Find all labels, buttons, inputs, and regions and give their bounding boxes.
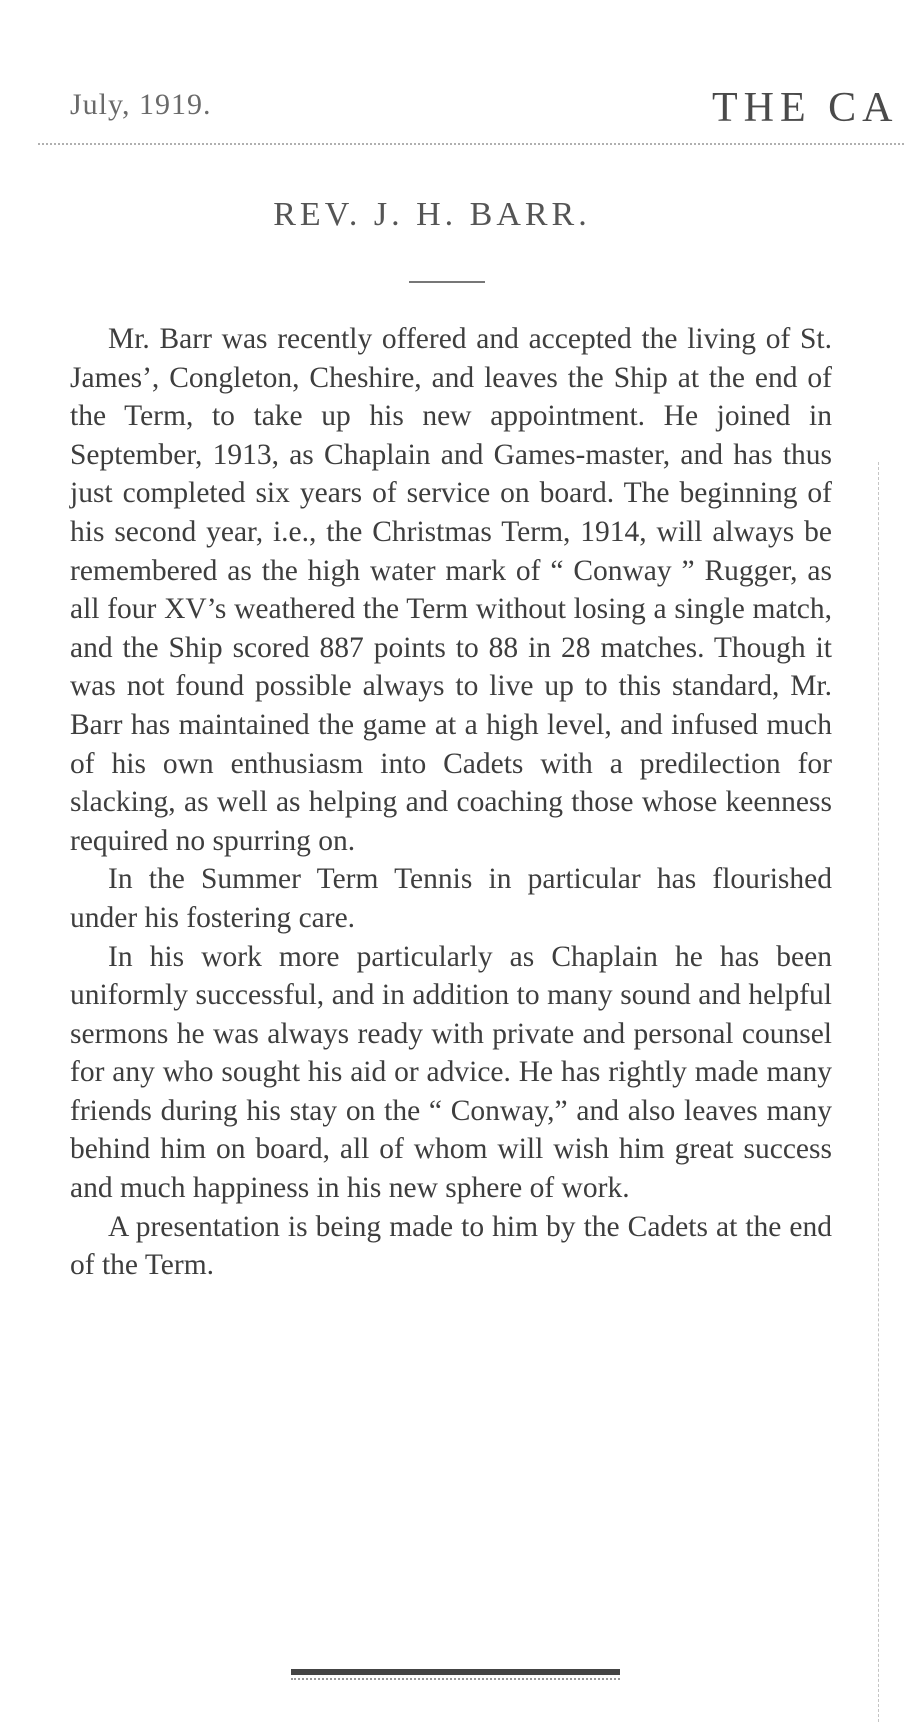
paragraph: In the Summer Term Tennis in particular has flourished under his fostering care. <box>70 863 832 934</box>
publication-title: THE CA <box>712 85 899 131</box>
end-rule <box>291 1669 620 1675</box>
article-body <box>70 320 832 1285</box>
page-header <box>0 84 904 131</box>
header-date: July, 1919. <box>70 88 212 121</box>
end-rule-underline <box>291 1678 620 1680</box>
column-rule <box>878 462 879 1722</box>
paragraph: A presentation is being made to him by the Cadets at the end of the Term. <box>70 1210 832 1282</box>
paragraph: In his work more particularly as Chaplain he has been uniformly successful, and in addition to many sound and helpful sermons he was always ready with private and personal counsel for any who sought his aid or advice. He has rightly made many friends during his stay on the “ Conway,” and also leaves many behind him on board, all of whom will wish him great success and much happiness in his new sphere of work. <box>70 940 832 1205</box>
title-rule <box>409 281 485 283</box>
article-title: REV. J. H. BARR. <box>273 196 591 233</box>
paragraph: Mr. Barr was recently offered and accepted the living of St. James’, Congleton, Cheshire, and leaves the Ship at the end of the Term, to take up his new appointment. He joined in September, 1913, as Chaplain and Games-master, and has thus just completed six years of service on board. The beginning of his second year, i.e., the Christmas Term, 1914, will always be remembered as the high water mark of “ Conway ” Rugger, as all four XV’s weathered the Term without losing a single match, and the Ship scored 887 points to 88 in 28 matches. Though it was not found possible always to live up to this standard, Mr. Barr has maintained the game at a high level, and infused much of his own enthusiasm into Cadets with a predilection for slacking, as well as helping and coaching those whose keenness required no spurring on. <box>70 323 832 857</box>
header-rule <box>38 143 904 145</box>
